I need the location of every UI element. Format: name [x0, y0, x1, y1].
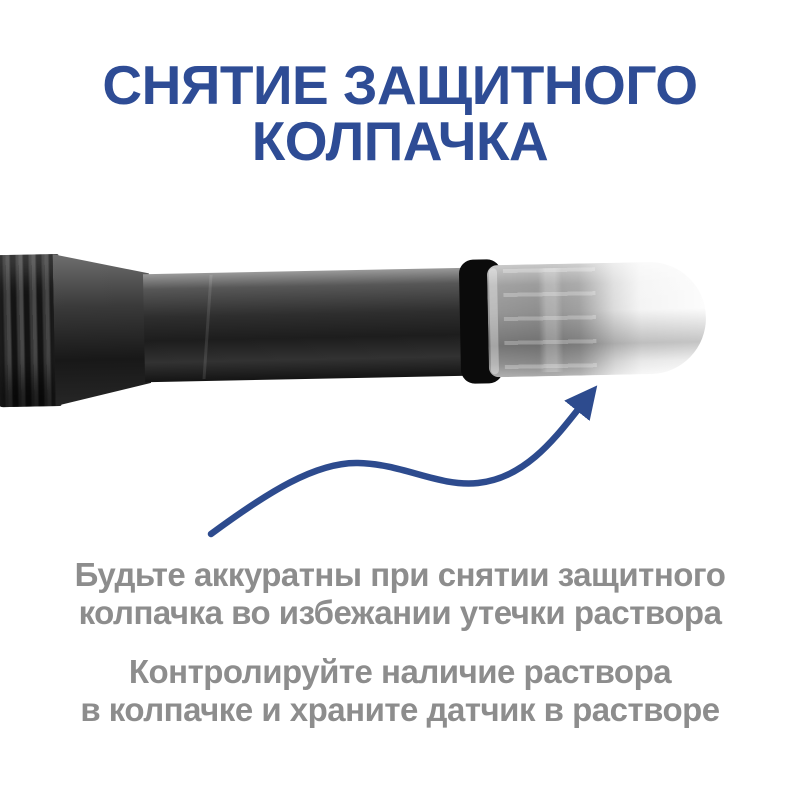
sensor-probe-photo: [0, 237, 720, 411]
page-title-line2: КОЛПАЧКА: [251, 110, 549, 172]
page-title-line1: СНЯТИЕ ЗАЩИТНОГО: [102, 54, 698, 116]
storage-paragraph: [0, 653, 800, 729]
storage-line1: Контролируйте наличие раствора: [128, 653, 672, 690]
protective-cap: [487, 261, 707, 377]
caution-line1: Будьте аккуратны при снятии защитного: [74, 556, 726, 593]
probe-taper-section: [53, 252, 152, 406]
probe-knurled-grip: [0, 254, 62, 407]
cap-left-rim: [489, 268, 499, 374]
page-title: [0, 54, 800, 172]
storage-line2: в колпачке и храните датчик в растворе: [80, 691, 720, 728]
cap-thread-ridges: [503, 267, 597, 373]
probe-body: [143, 267, 497, 382]
caution-paragraph: [0, 556, 800, 632]
curved-arrow-path: [211, 407, 580, 534]
probe-seam-highlight: [203, 275, 213, 379]
caution-line2: колпачка во избежании утечки раствора: [78, 594, 722, 631]
